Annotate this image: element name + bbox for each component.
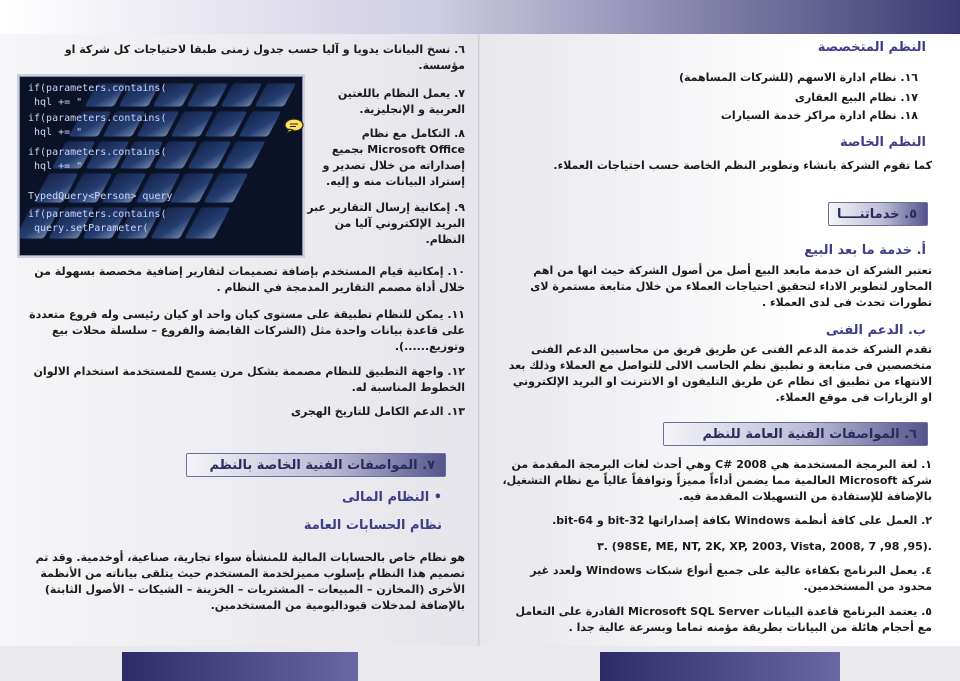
code-keyboard-image <box>19 76 303 256</box>
code-line: if(parameters.contains( <box>28 83 167 94</box>
left-item-10: ١٠. إمكانية قيام المستخدم بإضافة تصميمات لتقارير إضافية مخصصة بسهولة من خلال أداة مصمم التقارير المدمجة في النظام . <box>34 265 465 294</box>
bottom-bar-left <box>122 652 358 681</box>
special-systems-text: كما تقوم الشركة بانشاء وتطوير النظم الخاصة حسب احتياجات العملاء. <box>553 159 932 172</box>
tech-support-title: ب. الدعم الفنى <box>825 323 926 338</box>
general-spec-3 <box>500 539 932 555</box>
code-line: if(parameters.contains( <box>28 147 167 158</box>
speech-bubble-icon <box>284 118 304 134</box>
left-item-6: ٦. نسخ البيانات يدويا و آليا حسب جدول زمنى طبقا لاحتياجات كل شركة او مؤسسة. <box>64 43 465 72</box>
code-line: hql += " <box>34 97 83 108</box>
financial-system-subtitle: • النظام المالى <box>341 490 442 505</box>
left-item-13: ١٣. الدعم الكامل للتاريخ الهجرى <box>290 405 465 418</box>
left-item-8: ٨. التكامل مع نظام Microsoft Office بجميع إصداراته من خلال تصدير و إستراد البيانات منه و إليه. <box>322 127 465 188</box>
top-gradient-bar <box>0 0 960 34</box>
general-accounts-title: نظام الحسابات العامة <box>303 518 442 533</box>
general-specs-banner-label: ٦. المواصفات الفنية العامة للنظم <box>702 427 917 442</box>
bottom-bar-right <box>600 652 840 681</box>
general-spec-2: ٢. العمل على كافة أنظمة Windows بكافة إصداراتها 32-bit و 64-bit. <box>552 514 932 527</box>
tech-support-text: تقدم الشركة خدمة الدعم الفنى عن طريق فريق من محاسبين الدعم الفنى متخصصين فى متابعة و تطبيق نظم الحاسب الالى للتواصل مع العملاء وذلك بعد الانتهاء من تطبيق اى نظام عن طريق التليفون او الانترنت او البريد الإلكتروني او الزيارات فى موقع العملاء. <box>508 343 932 404</box>
left-item-9: ٩. إمكانية إرسال التقارير عبر البريد الإلكتروني آليا من النظام. <box>307 201 465 246</box>
general-specs-banner <box>663 422 928 446</box>
services-banner <box>828 202 928 226</box>
os-versions: ٣. (98SE, ME, NT, 2K, XP, 2003, Vista, 2008, 7 ,98 ,95). <box>597 540 932 553</box>
code-line: hql += " <box>34 161 83 172</box>
code-line: if(parameters.contains( <box>28 209 167 220</box>
special-systems-title: النظم الخاصة <box>839 135 926 150</box>
general-spec-1: ١. لغة البرمجة المستخدمة هي C# 2008 وهي أحدث لغات البرمجة المقدمة من شركة Microsoft العالمية مما يضمن أداءاً مميزاً وتوافقاً عالياً مع نظام التشغيل، بالإضافة للإستفادة من التسهيلات المقدمة فيه. <box>502 458 932 503</box>
specialized-item-18: ١٨. نظام ادارة مراكز خدمة السيارات <box>720 109 918 122</box>
code-line: if(parameters.contains( <box>28 113 167 124</box>
specialized-item-16: ١٦. نظام ادارة الاسهم (للشركات المساهمة) <box>678 71 918 84</box>
general-spec-5: ٥. يعتمد البرنامج قاعدة البيانات Microsoft SQL Server القادرة على التعامل مع أحجام هائلة من البيانات بطريقة مؤمنه تماما وبسرعة عالية جدا . <box>515 605 932 634</box>
code-line: hql += " <box>34 127 83 138</box>
special-specs-banner <box>186 453 446 477</box>
specialized-item-17: ١٧. نظام البيع العقارى <box>794 91 918 104</box>
after-sales-text: تعتبر الشركة ان خدمة مابعد البيع أصل من أصول الشركة حيث انها من اهم المحاور لتطوير الاداء لتحقيق احتياجات العملاء من خلال متابعة مستمرة لاى تطورات تحدث فى لدى العملاء . <box>530 264 932 309</box>
code-line: TypedQuery<Person> query <box>28 191 173 202</box>
general-accounts-text: هو نظام خاص بالحسابات المالية للمنشأة سواء تجارية، صناعية، أوخدمية. وقد تم تصميم هذا النظام بإسلوب مميزلخدمة المستخدم حيث يتلقى بياناته من الأنظمة الأخرى (المخازن – المبيعات – المشتريات – الخزينة – الشيكات – الأصول الثابتة) بالإضافة لمدخلات قيوداليومية من المستخدمين. <box>35 551 465 612</box>
general-spec-4: ٤. يعمل البرنامج بكفاءة عالية على جميع أنواع شبكات Windows ولعدد غير محدود من المستخدمين. <box>530 564 932 593</box>
left-item-7: ٧. يعمل النظام باللغتين العربية و الإنجليزية. <box>337 87 465 116</box>
left-item-11: ١١. يمكن للنظام تطبيقة على مستوى كيان واحد او كيان رئيسى وله فروع متعددة على قاعدة بيانات واحدة مثل (الشركات القابضة والفروع – سلسلة محلات بيع وتوزيع......). <box>29 308 465 353</box>
services-banner-label: ٥. خدماتنــــا <box>836 207 917 222</box>
specialized-systems-title: النظم المتخصصة <box>817 40 926 55</box>
left-item-12: ١٢. واجهة التطبيق للنظام مصممة بشكل مرن يسمح للمستخدمة استخدام الالوان الخطوط المناسبة له. <box>33 365 465 394</box>
special-specs-banner-label: ٧. المواصفات الفنية الخاصة بالنظم <box>209 458 435 473</box>
after-sales-title: أ. خدمة ما بعد البيع <box>804 243 926 258</box>
code-line: query.setParameter( <box>34 223 149 234</box>
